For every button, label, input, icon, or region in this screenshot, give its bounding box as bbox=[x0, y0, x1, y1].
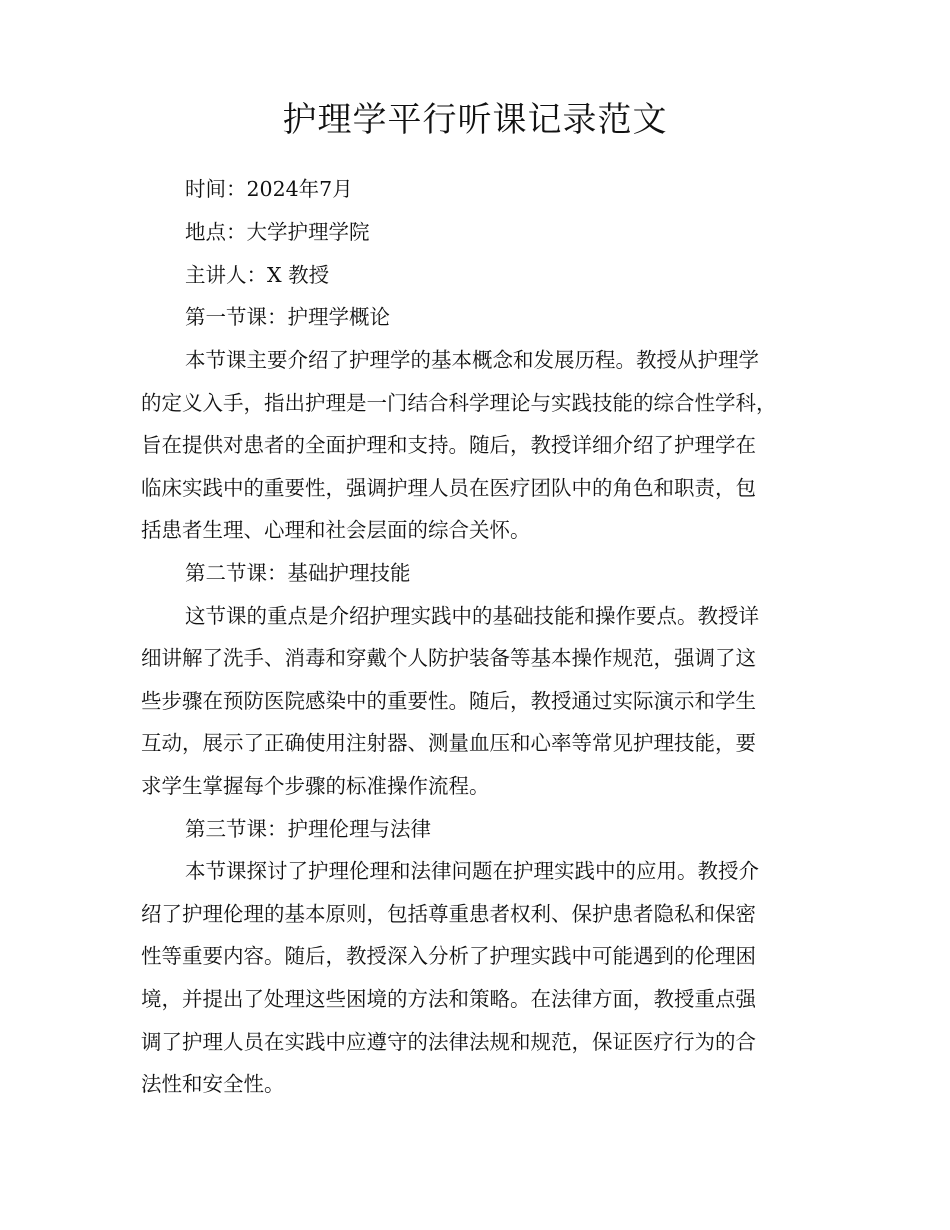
section-1-heading: 第一节课：护理学概论 bbox=[185, 305, 390, 329]
section-1-line: 的定义入手，指出护理是一门结合科学理论与实践技能的综合性学科， bbox=[141, 391, 777, 415]
section-3-line: 性等重要内容。随后，教授深入分析了护理实践中可能遇到的伦理困 bbox=[141, 944, 756, 968]
meta-place: 地点：大学护理学院 bbox=[185, 220, 370, 244]
section-2-line: 求学生掌握每个步骤的标准操作流程。 bbox=[141, 774, 490, 798]
meta-time: 时间：2024年7月 bbox=[185, 177, 353, 201]
document-title: 护理学平行听课记录范文 bbox=[282, 100, 668, 140]
meta-speaker: 主讲人：X 教授 bbox=[185, 263, 330, 287]
section-1-line: 本节课主要介绍了护理学的基本概念和发展历程。教授从护理学 bbox=[185, 348, 759, 372]
section-1-line: 临床实践中的重要性，强调护理人员在医疗团队中的角色和职责，包 bbox=[141, 476, 756, 500]
section-1-line: 旨在提供对患者的全面护理和支持。随后，教授详细介绍了护理学在 bbox=[141, 433, 756, 457]
section-2-heading: 第二节课：基础护理技能 bbox=[185, 561, 411, 585]
section-2-line: 些步骤在预防医院感染中的重要性。随后，教授通过实际演示和学生 bbox=[141, 689, 756, 713]
section-3-line: 本节课探讨了护理伦理和法律问题在护理实践中的应用。教授介 bbox=[185, 859, 759, 883]
section-2-line: 这节课的重点是介绍护理实践中的基础技能和操作要点。教授详 bbox=[185, 604, 759, 628]
section-3-line: 绍了护理伦理的基本原则，包括尊重患者权利、保护患者隐私和保密 bbox=[141, 902, 756, 926]
section-1-line: 括患者生理、心理和社会层面的综合关怀。 bbox=[141, 518, 531, 542]
section-3-line: 调了护理人员在实践中应遵守的法律法规和规范，保证医疗行为的合 bbox=[141, 1030, 756, 1054]
section-2-line: 互动，展示了正确使用注射器、测量血压和心率等常见护理技能，要 bbox=[141, 731, 756, 755]
section-3-line: 法性和安全性。 bbox=[141, 1072, 285, 1096]
section-2-line: 细讲解了洗手、消毒和穿戴个人防护装备等基本操作规范，强调了这 bbox=[141, 646, 756, 670]
section-3-heading: 第三节课：护理伦理与法律 bbox=[185, 817, 431, 841]
section-3-line: 境，并提出了处理这些困境的方法和策略。在法律方面，教授重点强 bbox=[141, 987, 756, 1011]
